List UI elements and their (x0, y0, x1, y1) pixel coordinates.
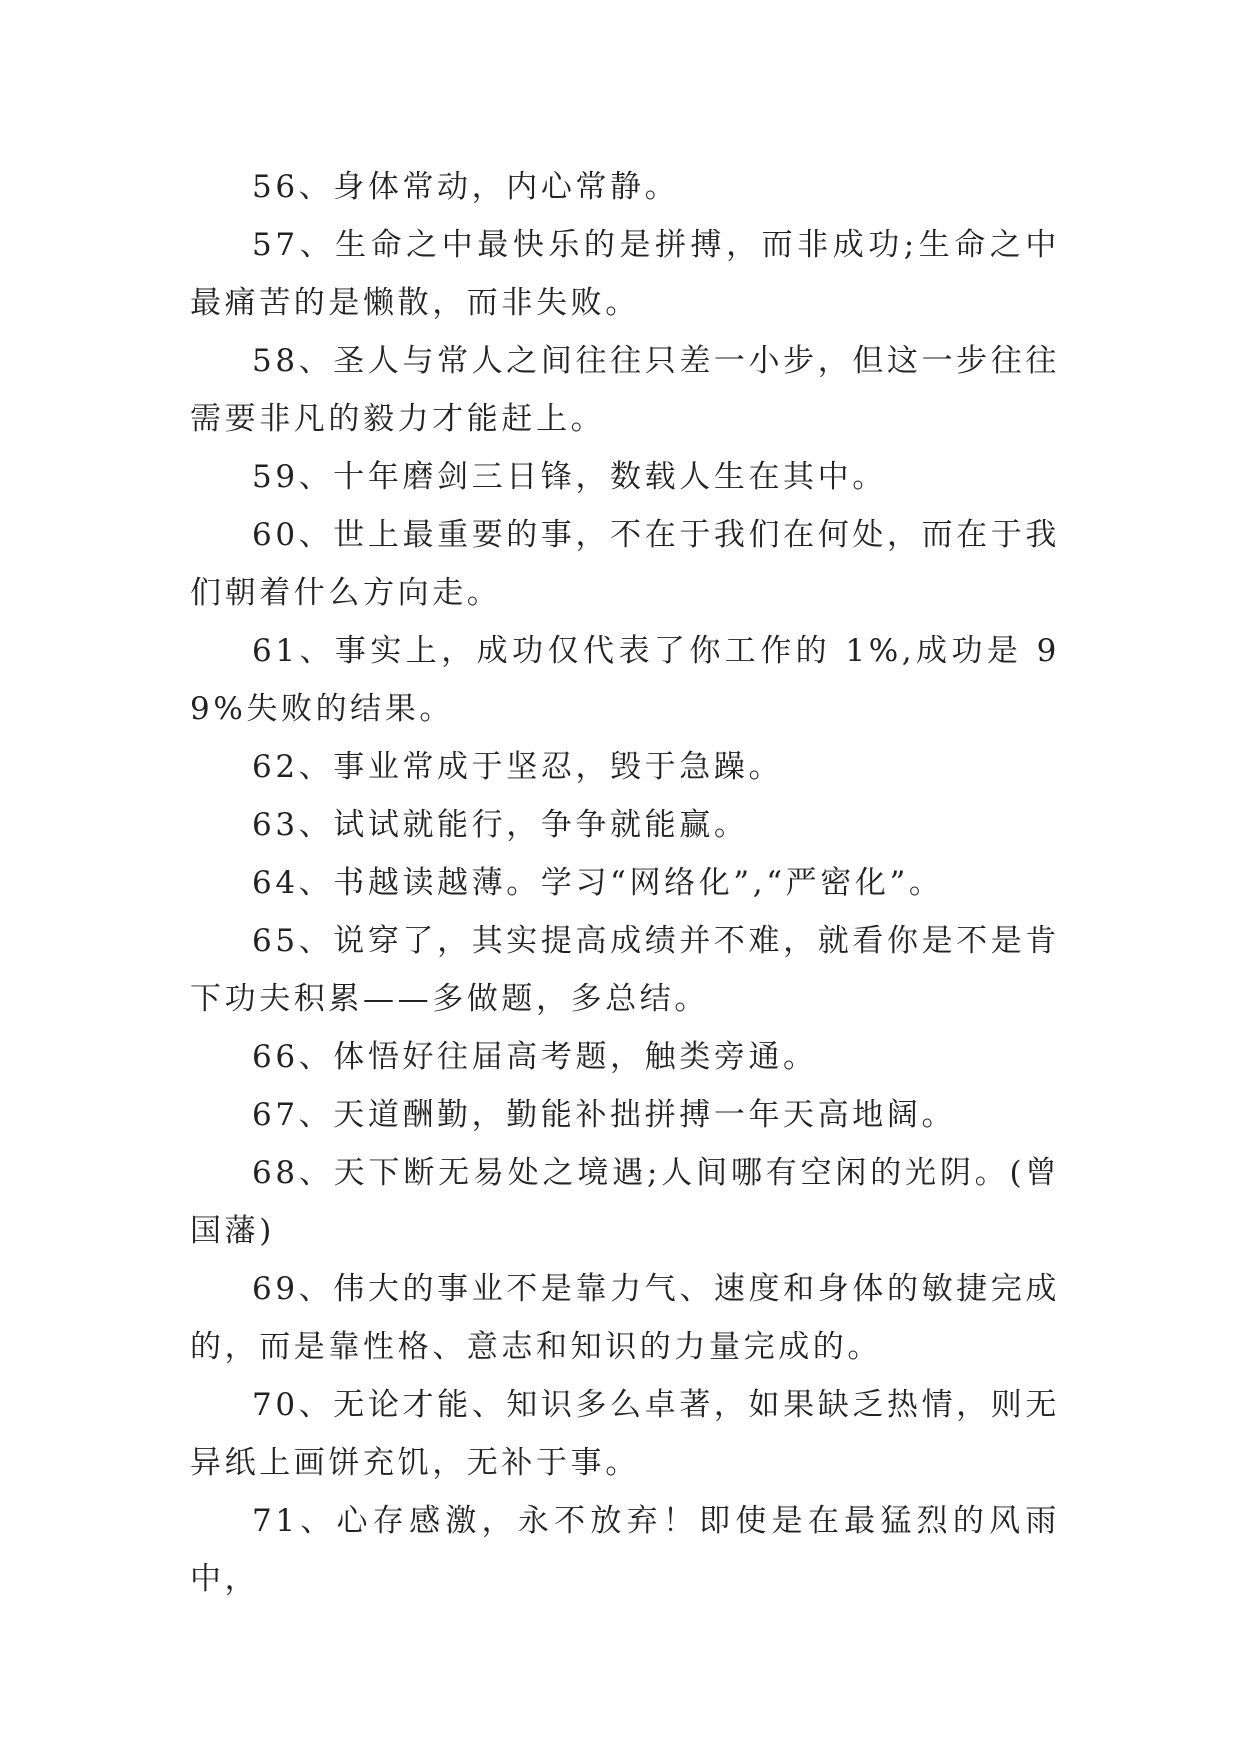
paragraph-71: 71、心存感激，永不放弃！即使是在最猛烈的风雨中， (190, 1503, 1060, 1597)
paragraph-64: 64、书越读越薄。学习“网络化”,“严密化”。 (252, 865, 944, 901)
paragraph-57: 57、生命之中最快乐的是拼搏，而非成功;生命之中最痛苦的是懒散，而非失败。 (190, 227, 1060, 321)
paragraph-69: 69、伟大的事业不是靠力气、速度和身体的敏捷完成的，而是靠性格、意志和知识的力量完成的。 (190, 1271, 1060, 1365)
paragraph-70: 70、无论才能、知识多么卓著，如果缺乏热情，则无异纸上画饼充饥，无补于事。 (190, 1387, 1060, 1481)
paragraph-59: 59、十年磨剑三日锋，数载人生在其中。 (252, 459, 887, 495)
paragraph-61: 61、事实上，成功仅代表了你工作的 1%,成功是 99%失败的结果。 (190, 633, 1060, 727)
paragraph-62: 62、事业常成于坚忍，毁于急躁。 (252, 749, 784, 785)
paragraph-58: 58、圣人与常人之间往往只差一小步，但这一步往往需要非凡的毅力才能赶上。 (190, 343, 1060, 437)
paragraph-56: 56、身体常动，内心常静。 (252, 169, 680, 205)
paragraph-67: 67、天道酬勤，勤能补拙拼搏一年天高地阔。 (252, 1097, 957, 1133)
paragraph-60: 60、世上最重要的事，不在于我们在何处，而在于我们朝着什么方向走。 (190, 517, 1060, 611)
paragraph-65: 65、说穿了，其实提高成绩并不难，就看你是不是肯下功夫积累——多做题，多总结。 (190, 923, 1060, 1017)
paragraph-68: 68、天下断无易处之境遇;人间哪有空闲的光阴。(曾国藩) (190, 1155, 1060, 1249)
document-body (190, 158, 1060, 1608)
paragraph-66: 66、体悟好往届高考题，触类旁通。 (252, 1039, 818, 1075)
paragraph-63: 63、试试就能行，争争就能赢。 (252, 807, 749, 843)
